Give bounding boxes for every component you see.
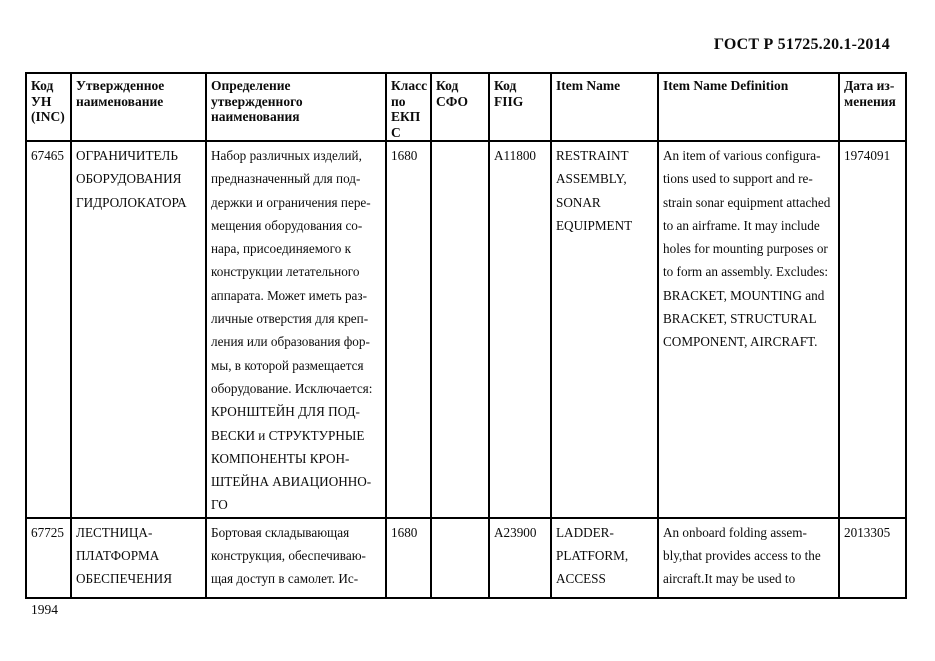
cell-line: ACCESS xyxy=(556,571,606,587)
column-header-approved_name xyxy=(71,73,206,141)
column-header-sfo xyxy=(431,73,489,141)
cell-line: Код xyxy=(436,78,459,93)
cell-line: предназначенный для под- xyxy=(211,171,361,187)
cell-line: держки и ограничения пере- xyxy=(211,194,371,210)
table-head xyxy=(26,73,906,141)
cell-line: УН xyxy=(31,93,52,109)
cell-line: A11800 xyxy=(494,148,537,163)
cell-line: ГО xyxy=(211,497,228,513)
cell-line: ЛЕСТНИЦА- xyxy=(76,524,153,540)
page-number: 1994 xyxy=(31,602,58,617)
cell-line: КОМПОНЕНТЫ КРОН- xyxy=(211,450,350,466)
cell-line: 1680 xyxy=(391,524,418,540)
cell-line: СФО xyxy=(436,93,469,109)
cell-fiig xyxy=(489,518,551,598)
cell-line: КРОНШТЕЙН ДЛЯ ПОД- xyxy=(211,404,360,420)
table-row xyxy=(26,141,906,518)
document-title: ГОСТ Р 51725.20.1-2014 xyxy=(713,36,890,53)
cell-definition xyxy=(206,141,386,518)
cell-line: BRACKET, MOUNTING and xyxy=(663,287,825,303)
cell-line: COMPONENT, AIRCRAFT. xyxy=(663,334,818,350)
column-header-inc xyxy=(26,73,71,141)
column-header-change_date xyxy=(839,73,906,141)
classification-table xyxy=(25,72,907,599)
cell-line: An onboard folding assem- xyxy=(663,524,807,540)
cell-line: оборудование. Исключается: xyxy=(211,380,373,396)
cell-line: ОГРАНИЧИТЕЛЬ xyxy=(76,148,178,163)
cell-line: наименования xyxy=(211,109,300,124)
table-header-row xyxy=(26,73,906,141)
cell-item_def xyxy=(658,518,839,598)
cell-line: bly,that provides access to the xyxy=(663,548,821,564)
cell-inc xyxy=(26,141,71,518)
cell-line: Код xyxy=(494,78,517,93)
cell-line: менения xyxy=(844,93,896,109)
cell-line: EQUIPMENT xyxy=(556,217,633,233)
cell-line: A23900 xyxy=(494,524,537,540)
cell-line: 1680 xyxy=(391,148,418,163)
cell-line: нара, присоединяемого к xyxy=(211,241,352,257)
cell-line: aircraft.It may be used to xyxy=(663,571,796,587)
cell-line: ОБЕСПЕЧЕНИЯ xyxy=(76,571,172,587)
cell-line: конструкция, обеспечиваю- xyxy=(211,548,366,564)
column-header-ekps xyxy=(386,73,431,141)
cell-line: конструкции летательного xyxy=(211,264,360,280)
cell-line: tions used to support and re- xyxy=(663,171,813,187)
cell-line: Бортовая складывающая xyxy=(211,524,350,540)
cell-line: strain sonar equipment attached xyxy=(663,194,831,210)
cell-line: ЕКП xyxy=(391,109,421,124)
cell-line: 2013305 xyxy=(844,524,891,540)
cell-line: 67725 xyxy=(31,524,64,540)
cell-line: ASSEMBLY, xyxy=(556,171,627,187)
column-header-definition xyxy=(206,73,386,141)
cell-line: мещения оборудования со- xyxy=(211,217,363,233)
cell-line: FIIG xyxy=(494,93,524,109)
cell-line: 67465 xyxy=(31,148,64,163)
cell-item_name xyxy=(551,518,658,598)
column-header-item_name xyxy=(551,73,658,141)
cell-line: (INC) xyxy=(31,109,65,124)
cell-ekps xyxy=(386,141,431,518)
cell-line: Дата из- xyxy=(844,78,895,93)
cell-ekps xyxy=(386,518,431,598)
cell-line: Определение xyxy=(211,78,291,93)
cell-line: holes for mounting purposes or xyxy=(663,241,828,257)
cell-line: ВЕСКИ и СТРУКТУРНЫЕ xyxy=(211,427,365,443)
cell-line: RESTRAINT xyxy=(556,148,629,163)
cell-line: An item of various configura- xyxy=(663,148,821,163)
column-header-item_def xyxy=(658,73,839,141)
cell-line: SONAR xyxy=(556,194,601,210)
cell-approved_name xyxy=(71,518,206,598)
cell-line: С xyxy=(391,124,401,140)
cell-item_def xyxy=(658,141,839,518)
cell-line: утвержденного xyxy=(211,93,303,109)
cell-change_date xyxy=(839,518,906,598)
cell-inc xyxy=(26,518,71,598)
cell-line: по xyxy=(391,93,406,109)
table-body xyxy=(26,141,906,598)
cell-line: Набор различных изделий, xyxy=(211,148,362,163)
cell-line: LADDER- xyxy=(556,524,614,540)
cell-line: личные отверстия для креп- xyxy=(211,311,369,327)
cell-line: 1974091 xyxy=(844,148,891,163)
column-header-fiig xyxy=(489,73,551,141)
cell-line: щая доступ в самолет. Ис- xyxy=(211,571,359,587)
cell-line: наименование xyxy=(76,93,164,109)
cell-line: to form an assembly. Excludes: xyxy=(663,264,829,280)
cell-approved_name xyxy=(71,141,206,518)
cell-line: BRACKET, STRUCTURAL xyxy=(663,311,817,327)
cell-line: Утвержденное xyxy=(76,78,165,93)
cell-line: мы, в которой размещается xyxy=(211,357,364,373)
cell-change_date xyxy=(839,141,906,518)
cell-line: ПЛАТФОРМА xyxy=(76,548,160,564)
cell-line: ления или образования фор- xyxy=(211,334,370,350)
table-row xyxy=(26,518,906,598)
cell-line: аппарата. Может иметь раз- xyxy=(211,287,368,303)
cell-sfo xyxy=(431,141,489,518)
cell-line: to an airframe. It may include xyxy=(663,217,820,233)
cell-line: ГИДРОЛОКАТОРА xyxy=(76,194,187,210)
cell-line: Item Name Definition xyxy=(663,78,789,93)
cell-line: ШТЕЙНА АВИАЦИОННО- xyxy=(211,474,372,490)
cell-line: Item Name xyxy=(556,78,621,93)
cell-item_name xyxy=(551,141,658,518)
cell-line: ОБОРУДОВАНИЯ xyxy=(76,171,182,187)
cell-fiig xyxy=(489,141,551,518)
cell-line: PLATFORM, xyxy=(556,548,629,564)
cell-line: Код xyxy=(31,78,54,93)
cell-line: Класс xyxy=(391,78,428,93)
cell-sfo xyxy=(431,518,489,598)
cell-definition xyxy=(206,518,386,598)
